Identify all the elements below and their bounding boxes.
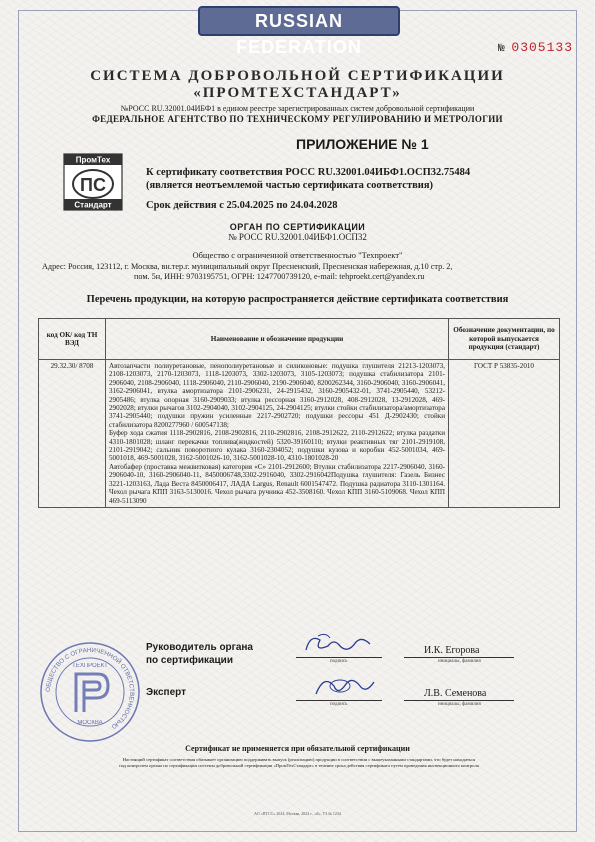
product-paragraph: Автозапчасти полиуретановые, пенополиуретановые и силиконовые: подушка глушителя 21213-1203073, 2108-1203073, 2170-1203073, 1118-1203073, 3302-1203073, 3105-1203073; подушка стабилизатора 2101-2906040, 2108-2906040, 1118-2906040, 2110-2906040, 2190-2906040, 8200262344, 3160-2906040, 3160-2906041, 3162-2906041, втулка амортизатора 2101-2906231, 24-2915432, 3160-2905432-01, 3741-2905440, 53212-2905486; втулка опорная 3160-2909033; втулка рессорная 3160-2912028, 408-2912028, 13-2912028, 469-2902028; втулки рычагов 3102-2904040, 3102-2904125, 24-2904125; втулки стойки стабилизатора/амортизатора 3741-2905440; подушки пружин усиленные 2217-2902720; подушки рессоры 451 Д-2902430; стойки стабилизатора 8200277960 / 600547138; [109, 362, 445, 429]
product-table [38, 318, 560, 508]
footer-note: Сертификат не применяется при обязательной сертификации [185, 744, 410, 753]
head-signature-caption: подпись [330, 659, 348, 664]
footer-small-print [44, 757, 554, 768]
head-label [146, 641, 253, 667]
head-name-line [404, 657, 514, 658]
product-paragraph: Буфер хода сжатия 1118-2902816, 2108-2902816, 2110-2902816, 2108-2912622, 2110-2912622; втулка раздатки 4310-1801028; шланг перекачки топлива(жидкостей) 5320-39160110; втулки реактивных тяг 2101-2919108, 2101-2919042; сальник поворотного кулака 3160-2304052; подушки кузова и коробки 452-5001034, 469-5001018, 469-5001028, 3162-5001026-10, 3162-5001028-10, 4310-1801028-20 [109, 429, 445, 463]
expert-signature-line [296, 700, 382, 701]
product-paragraph: Автобафер (проставка межвитковая) категория «С» 2101-2912600; Втулки стабилизатора 2217-2906040, 3160-2906040-10, 3160-2906040-11, 8450006748,3302-2916040, 3302-2916042Подушка глушителя: Газель Бизнес 3221-1203163, Лада Веста 8450006417, ЛАДА Largus, Renault 6001547472. Подушка радиатора 3110-1301164. Чехол рычага КПП 3163-5130016. Чехол рычага ручника 452-3508160. Чехол КПП 3160-5109068. Чехол КПП 469-5113090 [109, 462, 445, 505]
table-row [39, 360, 560, 508]
certification-body [0, 222, 595, 242]
system-title-line2: «ПРОМТЕХСТАНДАРТ» [193, 85, 402, 101]
serial-number [498, 40, 573, 55]
small-print-line2: под контролем органа по сертификации системы добровольной сертификации «ПромТехСтандарт» в течение срока действия сертификата путем проведения инспекционного контроля [119, 762, 479, 768]
expert-name: Л.В. Семенова [424, 688, 487, 699]
promtech-logo [62, 152, 124, 212]
header-name: Наименование и обозначение продукции [106, 319, 449, 360]
serial-prefix: № [498, 43, 505, 55]
organ-number: № РОСС RU.32001.04ИБФ1.ОСП32 [228, 232, 367, 242]
logo-bottom-text: Стандарт [74, 200, 112, 210]
expert-signature [312, 672, 382, 702]
product-code: 29.32.30/ 8708 [39, 360, 106, 508]
agency-name: ФЕДЕРАЛЬНОЕ АГЕНТСТВО ПО ТЕХНИЧЕСКОМУ РЕГУЛИРОВАНИЮ И МЕТРОЛОГИИ [92, 114, 503, 124]
header-docs: Обозначение документации, по которой выпускается продукция (стандарт) [449, 319, 560, 360]
organization-seal [38, 640, 142, 744]
product-list-title: Перечень продукции, на которую распространяется действие сертификата соответствия [86, 294, 509, 305]
certificate-reference [146, 166, 470, 192]
head-name: И.К. Егорова [424, 645, 480, 656]
organ-title: ОРГАН ПО СЕРТИФИКАЦИИ [229, 222, 366, 232]
system-title-line1: СИСТЕМА ДОБРОВОЛЬНОЙ СЕРТИФИКАЦИИ [90, 68, 505, 84]
expert-name-caption: инициалы, фамилия [438, 702, 481, 707]
head-signature [300, 630, 380, 658]
seal-ring-text: ОБЩЕСТВО С ОГРАНИЧЕННОЙ ОТВЕТСТВЕННОСТЬЮ [44, 646, 136, 731]
head-signature-line [296, 657, 382, 658]
head-label-line1: Руководитель органа [146, 642, 253, 653]
table-header-row [39, 319, 560, 360]
small-print-line1: Настоящий сертификат соответствия обязывает организацию поддерживать выпуск (реализацию) продукции в соответствии с вышеуказанными стандартами, что будет находиться [122, 757, 476, 762]
validity-period: Срок действия с 25.04.2025 по 24.04.2028 [146, 200, 338, 211]
header-code: код ОК/ код ТН ВЭД [39, 319, 106, 360]
address-line1: Адрес: Россия, 123112, г. Москва, вн.тер.г. муниципальный округ Пресненский, Пресненская набережная, д.10 стр. 2, [42, 262, 453, 271]
expert-name-line [404, 700, 514, 701]
organization-name: Общество с ограниченной ответственностью "Техпроект" [192, 250, 403, 260]
system-title [0, 68, 595, 102]
head-label-line2: по сертификации [146, 655, 233, 666]
cert-ref-line1: К сертификату соответствия РОСС RU.32001.04ИБФ1.ОСП32.75484 [146, 167, 471, 178]
logo-mark: ПС [80, 175, 106, 195]
organization-address [42, 262, 557, 282]
head-name-caption: инициалы, фамилия [438, 659, 481, 664]
serial-value: 0305133 [511, 40, 573, 55]
registry-line: №РОСС RU.32001.04ИБФ1 в едином реестре зарегистрированных систем добровольной сертификации [120, 104, 475, 113]
expert-label: Эксперт [146, 687, 187, 698]
product-description [106, 360, 449, 508]
country-banner: RUSSIAN FEDERATION [198, 6, 400, 36]
seal-org: ТЕХПРОЕКТ [72, 663, 108, 669]
seal-city: МОСКВА [77, 720, 103, 726]
product-standard: ГОСТ Р 53835-2010 [449, 360, 560, 508]
expert-signature-caption: подпись [330, 702, 348, 707]
address-line2: пом. 5н, ИНН: 9703195751, ОГРН: 1247700739120, e-mail: tehproekt.cert@yandex.ru [134, 272, 425, 281]
appendix-title: ПРИЛОЖЕНИЕ № 1 [296, 136, 429, 152]
logo-top-text: ПромТех [75, 155, 111, 165]
cert-ref-line2: (является неотъемлемой частью сертификата соответствия) [146, 180, 434, 191]
printer-imprint: АО «ПТСС» 2024, Москва, 2024 г., «Б», ТЗ № 1234 [254, 811, 341, 816]
